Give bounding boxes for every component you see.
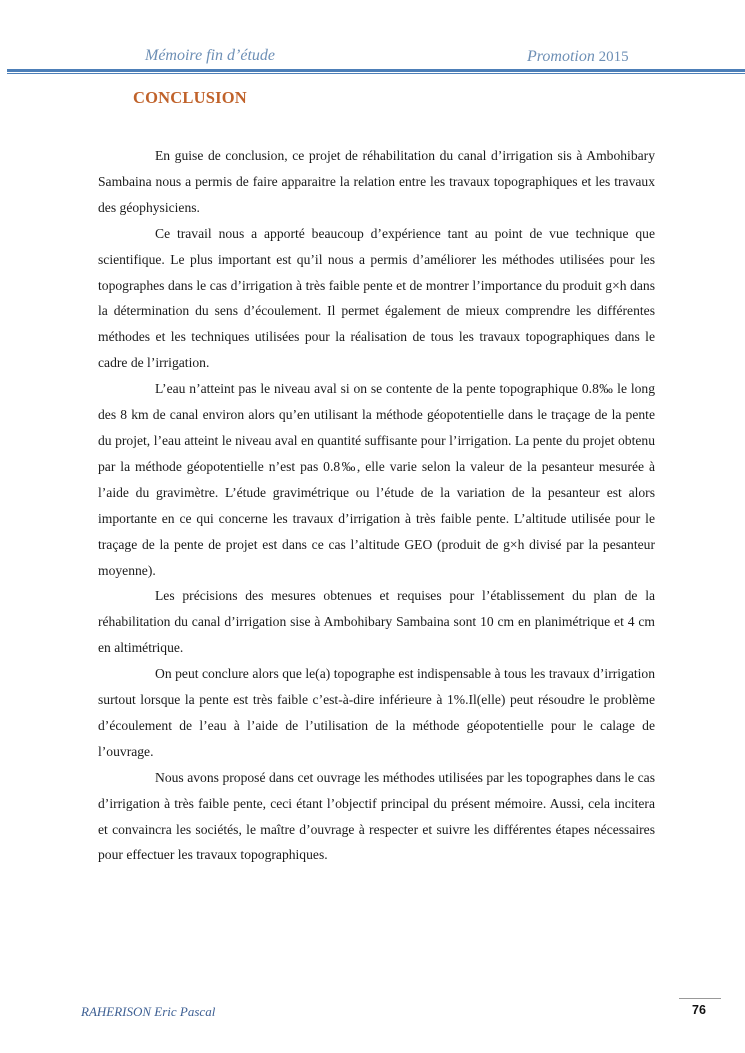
paragraph-1: En guise de conclusion, ce projet de réhabilitation du canal d’irrigation sis à Ambohibary Sambaina nous a permis de faire apparaitre la relation entre les travaux topographiques et les travaux des géophysiciens. bbox=[98, 148, 655, 215]
header-promotion-year: 2015 bbox=[598, 49, 629, 65]
header-document-title: Mémoire fin d’étude bbox=[145, 47, 276, 64]
section-title: CONCLUSION bbox=[133, 88, 247, 107]
paragraph-2: Ce travail nous a apporté beaucoup d’expérience tant au point de vue technique que scientifique. Le plus important est qu’il nous a permis d’améliorer les méthodes utilisées pour les topographes dans le cas d’irrigation à très faible pente et de montrer l’importance du produit g×h dans la détermination du sens d’écoulement. Il permet également de mieux comprendre les différentes méthodes et les techniques utilisées pour la réalisation de tous les travaux topographiques dans le cadre de l’irrigation. bbox=[98, 225, 655, 371]
header-promotion-label: Promotion bbox=[527, 48, 595, 65]
footer-author: RAHERISON Eric Pascal bbox=[81, 1004, 216, 1019]
paragraph-3: L’eau n’atteint pas le niveau aval si on se contente de la pente topographique 0.8‰ le long des 8 km de canal environ alors qu’en utilisant la méthode géopotentielle dans le traçage de la pente du projet, l’eau atteint le niveau aval en quantité suffisante pour l’irrigation. La pente du projet obtenu par la méthode géopotentielle n’est pas 0.8‰, elle varie selon la valeur de la pesanteur mesurée à l’aide du gravimètre. L’étude gravimétrique ou l’étude de la variation de la pesanteur est alors importante en ce qui concerne les travaux d’irrigation à très faible pente. L’altitude utilisée pour le traçage de la pente de projet est dans ce cas l’altitude GEO (produit de g×h divisé par la pesanteur moyenne). bbox=[98, 381, 655, 578]
header-divider-thin bbox=[7, 73, 745, 74]
paragraph-6: Nous avons proposé dans cet ouvrage les méthodes utilisées par les topographes dans le cas d’irrigation à très faible pente, ceci étant l’objectif principal du présent mémoire. Aussi, cela incitera et convaincra les sociétés, le maître d’ouvrage à respecter et suivre les différentes étapes nécessaires pour effectuer les travaux topographiques. bbox=[98, 769, 655, 863]
header-promotion bbox=[527, 48, 629, 66]
footer-divider bbox=[679, 998, 721, 999]
page-number: 76 bbox=[692, 1003, 706, 1017]
body-text bbox=[98, 143, 655, 868]
paragraph-5: On peut conclure alors que le(a) topographe est indispensable à tous les travaux d’irrigation surtout lorsque la pente est très faible c’est-à-dire inférieure à 1%.Il(elle) peut résoudre le problème d’écoulement de l’eau à l’aide de l’utilisation de la méthode géopotentielle pour le calage de l’ouvrage. bbox=[98, 666, 655, 759]
header-divider-thick bbox=[7, 69, 745, 72]
paragraph-4: Les précisions des mesures obtenues et requises pour l’établissement du plan de la réhabilitation du canal d’irrigation sise à Ambohibary Sambaina sont 10 cm en planimétrique et 4 cm en altimétrique. bbox=[98, 588, 655, 656]
